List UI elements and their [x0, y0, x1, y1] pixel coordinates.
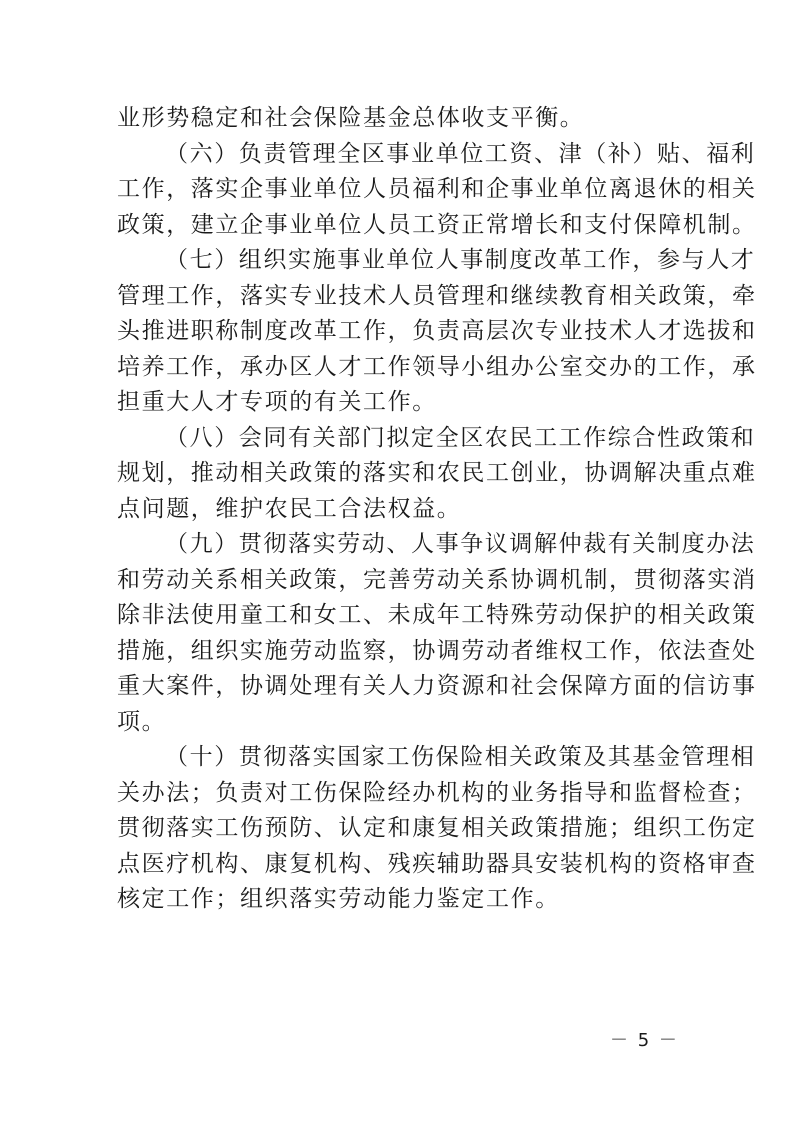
text-line: （八）会同有关部门拟定全区农民工工作综合性政策和	[165, 424, 756, 451]
text-line: 除非法使用童工和女工、未成年工特殊劳动保护的相关政策	[117, 602, 757, 628]
text-line: （九）贯彻落实劳动、人事争议调解仲裁有关制度办法	[165, 531, 756, 557]
text-line: 点问题，维护农民工合法权益。	[117, 495, 462, 522]
text-line: 核定工作；组织落实劳动能力鉴定工作。	[117, 886, 560, 912]
text-line: 头推进职称制度改革工作，负责高层次专业技术人才选拔和	[117, 318, 757, 344]
paragraph-item-9	[117, 527, 757, 740]
text-line: 政策，建立企事业单位人员工资正常增长和支付保障机制。	[117, 211, 757, 238]
page-number: － 5 －	[610, 1030, 679, 1051]
text-line: 重大案件，协调处理有关人力资源和社会保障方面的信访事	[117, 673, 757, 699]
paragraph-item-8	[117, 421, 757, 528]
paragraph-item-7	[117, 243, 757, 421]
text-line: 点医疗机构、康复机构、残疾辅助器具安装机构的资格审查	[117, 850, 757, 877]
text-line: 业形势稳定和社会保险基金总体收支平衡。	[117, 105, 585, 131]
text-line: 措施，组织实施劳动监察，协调劳动者维权工作，依法查处	[117, 637, 757, 664]
text-line: （七）组织实施事业单位人事制度改革工作，参与人才	[165, 247, 756, 273]
document-body	[117, 101, 757, 918]
text-line: 关办法；负责对工伤保险经办机构的业务指导和监督检查；	[117, 779, 757, 806]
text-line: （六）负责管理全区事业单位工资、津（补）贴、福利	[165, 140, 756, 167]
paragraph-item-10	[117, 740, 757, 918]
text-line: 规划，推动相关政策的落实和农民工创业，协调解决重点难	[117, 460, 757, 486]
paragraph-continuation	[117, 101, 685, 137]
text-line: 项。	[117, 708, 167, 735]
text-line: 管理工作，落实专业技术人员管理和继续教育相关政策，牵	[117, 282, 757, 309]
text-line: （十）贯彻落实国家工伤保险相关政策及其基金管理相	[165, 744, 756, 770]
paragraph-item-6	[117, 137, 757, 244]
text-line: 培养工作，承办区人才工作领导小组办公室交办的工作，承	[117, 353, 757, 380]
text-line: 和劳动关系相关政策，完善劳动关系协调机制，贯彻落实消	[117, 566, 757, 593]
text-line: 贯彻落实工伤预防、认定和康复相关政策措施；组织工伤定	[117, 815, 757, 841]
text-line: 工作，落实企事业单位人员福利和企事业单位离退休的相关	[117, 176, 757, 202]
text-line: 担重大人才专项的有关工作。	[117, 389, 437, 415]
